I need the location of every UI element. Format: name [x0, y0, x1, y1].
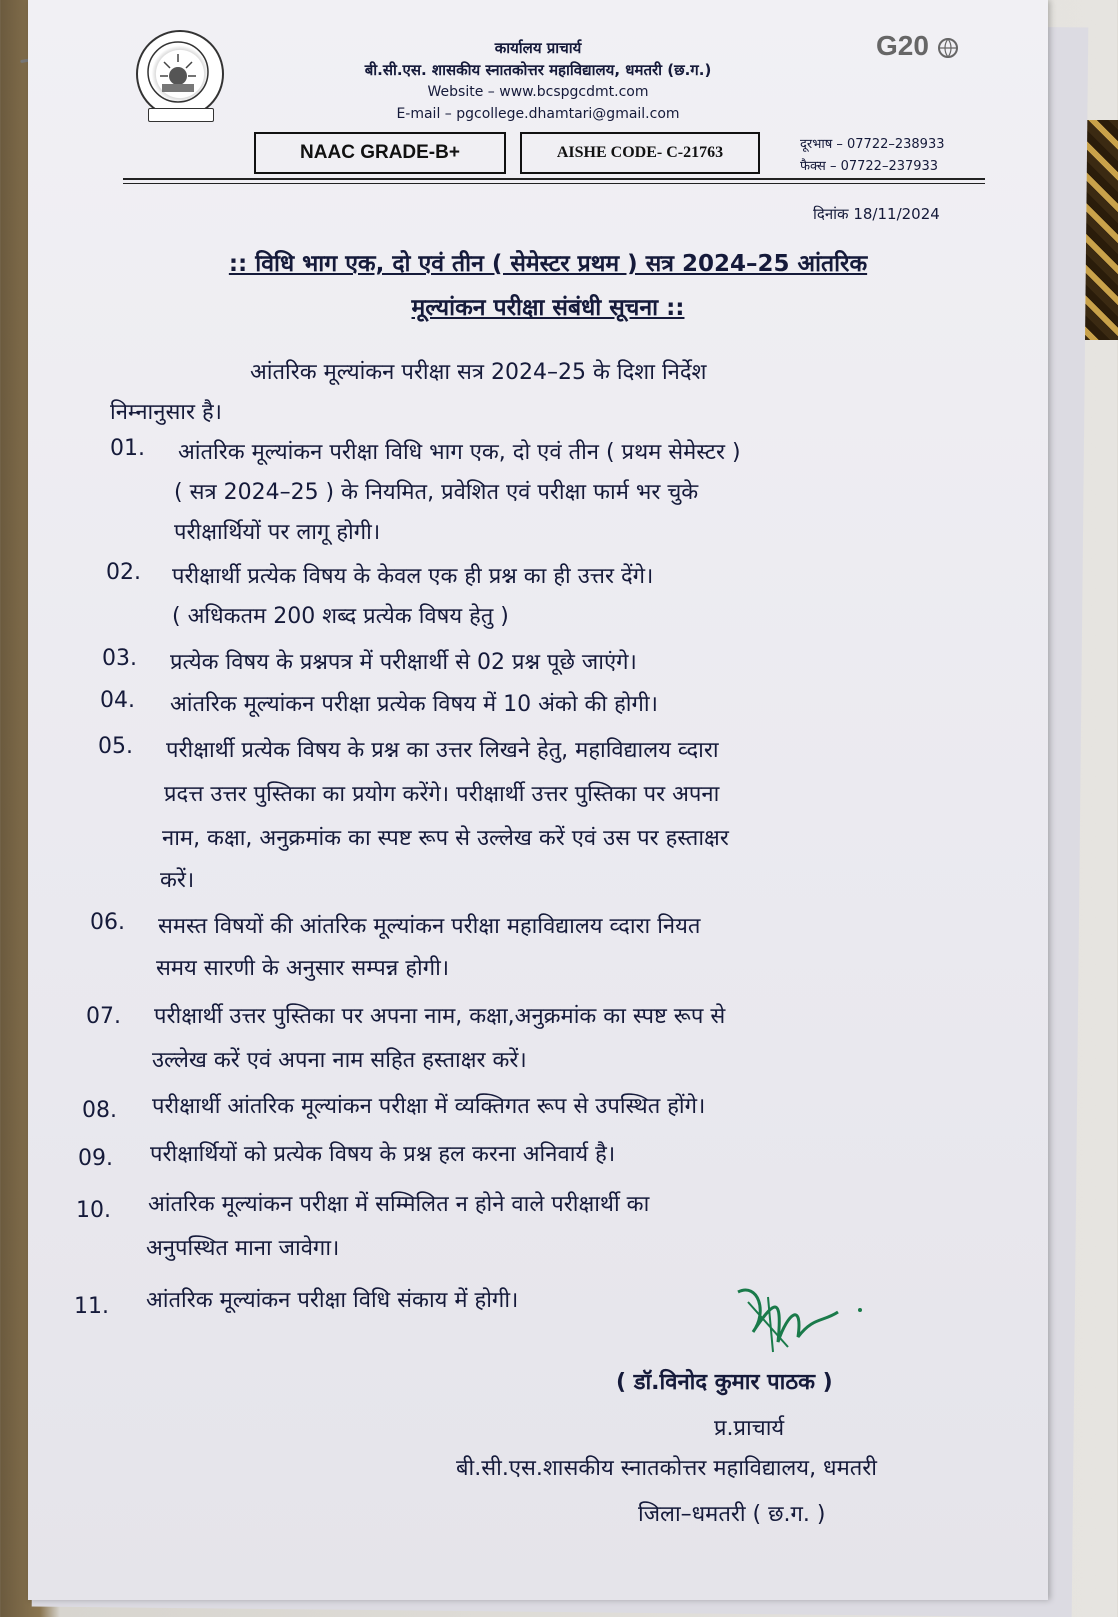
notice-document [28, 0, 1048, 1600]
naac-grade-box: NAAC GRADE-B+ [254, 132, 506, 174]
globe-icon [937, 37, 959, 59]
notice-title-line2: मूल्यांकन परीक्षा संबंधी सूचना :: [411, 295, 685, 321]
list-item-line: समस्त विषयों की आंतरिक मूल्यांकन परीक्षा महाविद्यालय व्दारा नियत [158, 914, 701, 939]
item-number: 09. [78, 1146, 113, 1171]
signatory-district: जिला–धमतरी ( छ.ग. ) [638, 1502, 826, 1527]
item-number: 10. [76, 1198, 111, 1223]
office-heading: कार्यालय प्राचार्य [494, 39, 582, 57]
phone-number: दूरभाष – 07722–238933 [800, 137, 945, 152]
college-name: बी.सी.एस. शासकीय स्नातकोत्तर महाविद्यालय, धमतरी (छ.ग.) [364, 61, 712, 79]
list-item-line: परीक्षार्थी आंतरिक मूल्यांकन परीक्षा में व्यक्तिगत रूप से उपस्थित होंगे। [152, 1094, 706, 1119]
website-line: Website – www.bcspgcdmt.com [427, 84, 649, 100]
item-number: 06. [90, 910, 125, 935]
item-number: 08. [82, 1098, 117, 1123]
list-item-line: परीक्षार्थी उत्तर पुस्तिका पर अपना नाम, कक्षा,अनुक्रमांक का स्पष्ट रूप से [154, 1004, 726, 1029]
g20-logo-text: G20 [876, 30, 929, 61]
list-item-line: ( सत्र 2024–25 ) के नियमित, प्रवेशित एवं परीक्षा फार्म भर चुके [174, 480, 699, 505]
item-number: 07. [86, 1004, 121, 1029]
fax-number: फैक्स – 07722–237933 [800, 159, 939, 174]
item-number: 03. [102, 646, 137, 671]
list-item-line: समय सारणी के अनुसार सम्पन्न होगी। [156, 956, 450, 981]
list-item-line: परीक्षार्थी प्रत्येक विषय के प्रश्न का उत्तर लिखने हेतु, महाविद्यालय व्दारा [166, 738, 719, 763]
notice-date: दिनांक 18/11/2024 [813, 205, 940, 223]
list-item-line: अनुपस्थित माना जावेगा। [146, 1236, 340, 1261]
signatory-college: बी.सी.एस.शासकीय स्नातकोत्तर महाविद्यालय, धमतरी [456, 1456, 877, 1481]
list-item-line: प्रदत्त उत्तर पुस्तिका का प्रयोग करेंगे। परीक्षार्थी उत्तर पुस्तिका पर अपना [164, 782, 720, 807]
signatory-role: प्र.प्राचार्य [714, 1416, 785, 1441]
header-divider [123, 178, 985, 180]
list-item-line: आंतरिक मूल्यांकन परीक्षा प्रत्येक विषय में 10 अंको की होगी। [170, 692, 658, 717]
item-number: 04. [100, 688, 135, 713]
notice-title-line1: :: विधि भाग एक, दो एवं तीन ( सेमेस्टर प्रथम ) सत्र 2024–25 आंतरिक [228, 251, 868, 277]
list-item-line: आंतरिक मूल्यांकन परीक्षा विधि भाग एक, दो एवं तीन ( प्रथम सेमेस्टर ) [178, 440, 741, 465]
list-item-line: नाम, कक्षा, अनुक्रमांक का स्पष्ट रूप से उल्लेख करें एवं उस पर हस्ताक्षर [162, 826, 729, 851]
item-number: 01. [110, 436, 145, 461]
item-number: 11. [74, 1294, 109, 1319]
list-item-line: ( अधिकतम 200 शब्द प्रत्येक विषय हेतु ) [172, 604, 509, 629]
intro-line2: निम्नानुसार है। [110, 400, 223, 425]
header-divider-thin [123, 183, 985, 184]
item-number: 05. [98, 734, 133, 759]
email-line: E-mail – pgcollege.dhamtari@gmail.com [396, 106, 680, 122]
item-number: 02. [106, 560, 141, 585]
list-item-line: परीक्षार्थी प्रत्येक विषय के केवल एक ही प्रश्न का ही उत्तर देंगे। [172, 564, 654, 589]
handwritten-signature [728, 1272, 868, 1362]
list-item-line: प्रत्येक विषय के प्रश्नपत्र में परीक्षार्थी से 02 प्रश्न पूछे जाएंगे। [170, 650, 637, 675]
intro-line1: आंतरिक मूल्यांकन परीक्षा सत्र 2024–25 के दिशा निर्देश [250, 360, 707, 385]
signatory-name: ( डॉ.विनोद कुमार पाठक ) [616, 1370, 833, 1395]
list-item-line: करें। [160, 868, 195, 893]
list-item-line: आंतरिक मूल्यांकन परीक्षा में सम्मिलित न होने वाले परीक्षार्थी का [148, 1192, 650, 1217]
g20-logo [876, 30, 959, 62]
list-item-line: आंतरिक मूल्यांकन परीक्षा विधि संकाय में होगी। [146, 1288, 519, 1313]
list-item-line: परीक्षार्थियों को प्रत्येक विषय के प्रश्न हल करना अनिवार्य है। [150, 1142, 616, 1167]
list-item-line: परीक्षार्थियों पर लागू होगी। [174, 520, 381, 545]
aishe-code-box: AISHE CODE- C-21763 [520, 132, 760, 174]
list-item-line: उल्लेख करें एवं अपना नाम सहित हस्ताक्षर करें। [152, 1048, 527, 1073]
